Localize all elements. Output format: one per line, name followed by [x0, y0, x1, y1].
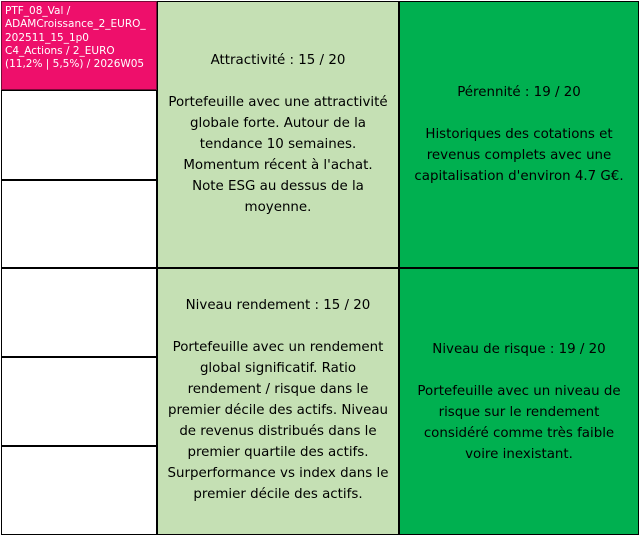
risque-cell[interactable] — [399, 268, 639, 535]
perennite-description: Historiques des cotations et revenus complets avec une capitalisation d'environ 4.7 G€. — [414, 127, 624, 184]
portfolio-id-line: (11,2% | 5,5%) / 2026W05 — [5, 58, 145, 71]
risque-description: Portefeuille avec un niveau de risque sur le rendement considéré comme très faible voire inexistant. — [417, 384, 621, 462]
perennite-cell[interactable] — [399, 1, 639, 268]
attractivite-title: Attractivité : 15 / 20 — [210, 53, 346, 68]
empty-cell[interactable] — [1, 357, 157, 446]
empty-cell[interactable] — [1, 180, 157, 268]
rendement-title: Niveau rendement : 15 / 20 — [185, 298, 371, 313]
rendement-description: Portefeuille avec un rendement global significatif. Ratio rendement / risque dans le premier décile des actifs. Niveau de revenus distribués dans le premier quartile des actifs. Surperformance vs index dans le premier décile des actifs. — [167, 340, 389, 502]
attractivite-description: Portefeuille avec une attractivité globale forte. Autour de la tendance 10 semaines. Momentum récent à l'achat. Note ESG au dessus de la moyenne. — [168, 95, 388, 215]
portfolio-id-line: 202511_15_1p0 — [5, 31, 89, 44]
portfolio-id-line: C4_Actions / 2_EURO — [5, 44, 115, 57]
rendement-cell[interactable] — [157, 268, 399, 535]
portfolio-id-line: ADAMCroissance_2_EURO_ — [5, 18, 146, 31]
portfolio-identifier-cell[interactable] — [1, 1, 157, 90]
empty-cell[interactable] — [1, 446, 157, 535]
portfolio-id-line: PTF_08_Val / — [5, 5, 71, 17]
attractivite-cell[interactable] — [157, 1, 399, 268]
empty-cell[interactable] — [1, 268, 157, 357]
risque-title: Niveau de risque : 19 / 20 — [432, 342, 606, 357]
empty-cell[interactable] — [1, 90, 157, 180]
perennite-title: Pérennité : 19 / 20 — [457, 85, 581, 100]
